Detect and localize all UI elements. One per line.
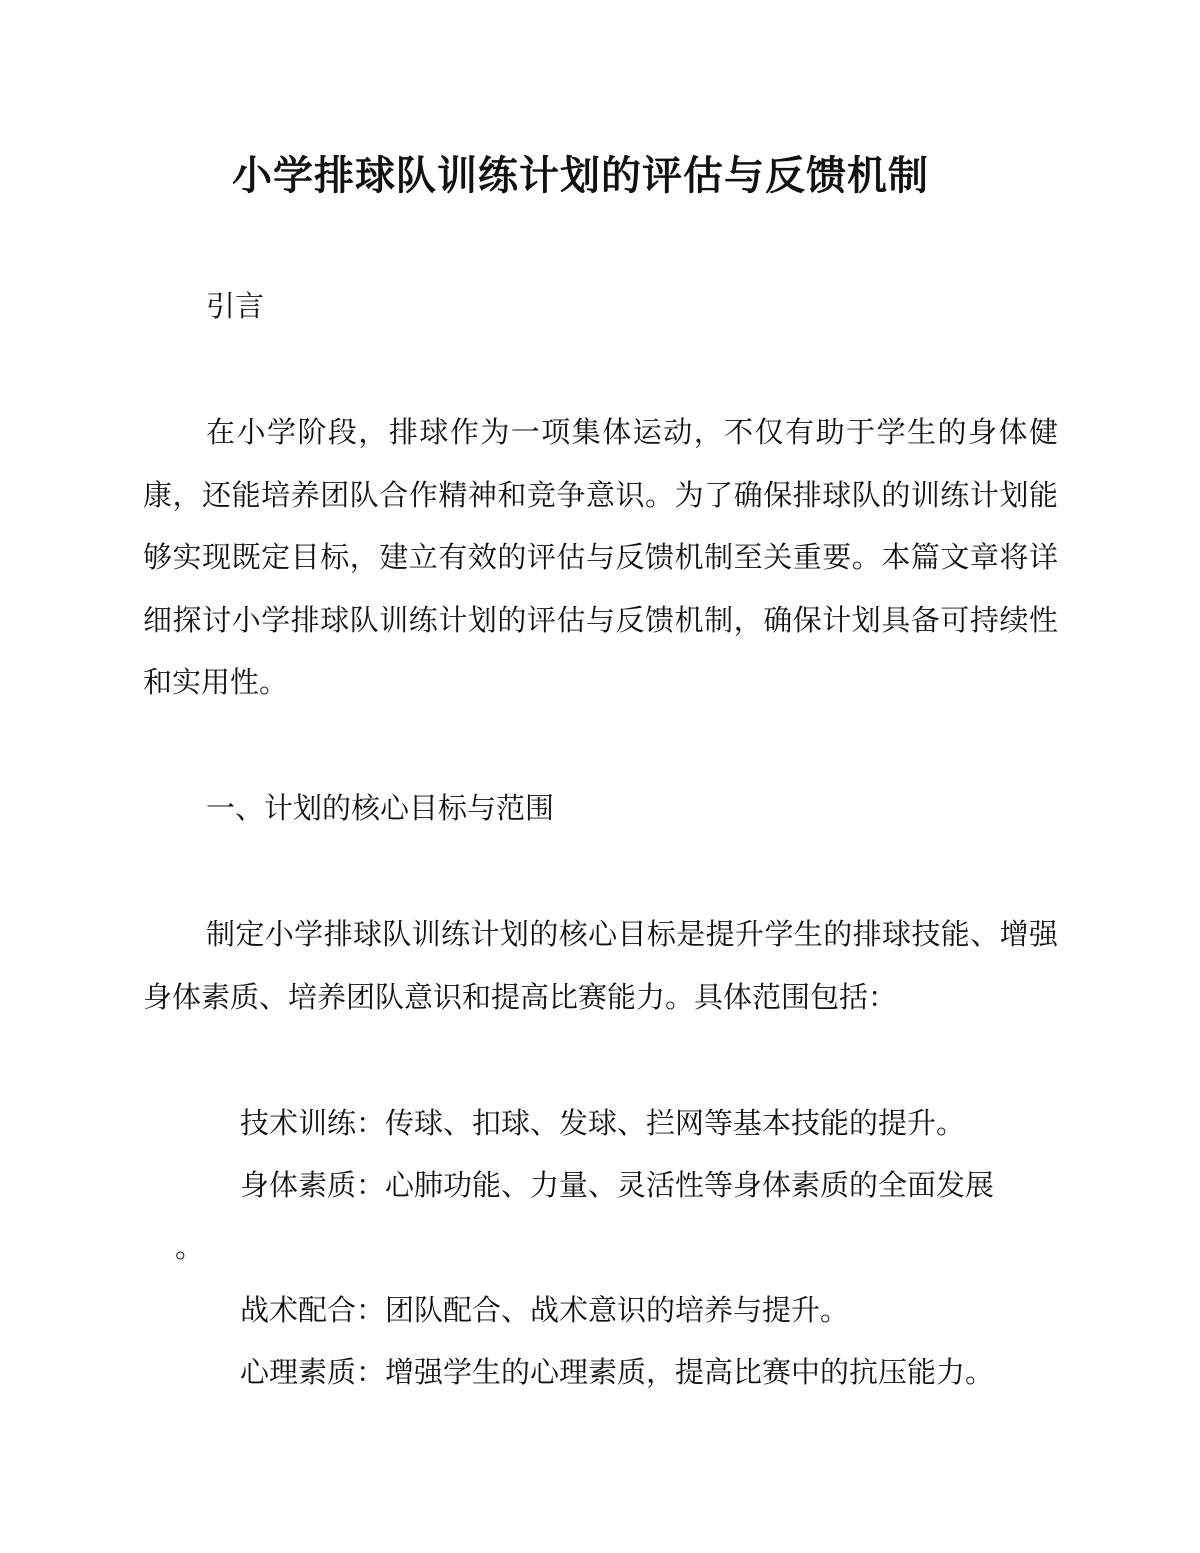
document-title: 小学排球队训练计划的评估与反馈机制: [232, 153, 929, 199]
section1-paragraph: 制定小学排球队训练计划的核心目标是提升学生的排球技能、增强身体素质、培养团队意识和提高比赛能力。具体范围包括：: [143, 917, 1058, 1014]
intro-paragraph: 在小学阶段，排球作为一项集体运动，不仅有助于学生的身体健康，还能培养团队合作精神和竞争意识。为了确保排球队的训练计划能够实现既定目标，建立有效的评估与反馈机制至关重要。本篇文章将详细探讨小学排球队训练计划的评估与反馈机制，确保计划具备可持续性和实用性。: [143, 415, 1058, 699]
list-item: 战术配合：团队配合、战术意识的培养与提升。: [240, 1293, 850, 1327]
list-item: 技术训练：传球、扣球、发球、拦网等基本技能的提升。: [240, 1106, 966, 1140]
intro-heading: 引言: [206, 289, 265, 323]
list-item-wrap: 。: [175, 1230, 205, 1264]
list-item: 心理素质：增强学生的心理素质，提高比赛中的抗压能力。: [240, 1355, 995, 1389]
section1-heading: 一、计划的核心目标与范围: [206, 791, 555, 825]
list-item: 身体素质：心肺功能、力量、灵活性等身体素质的全面发展: [240, 1168, 995, 1202]
